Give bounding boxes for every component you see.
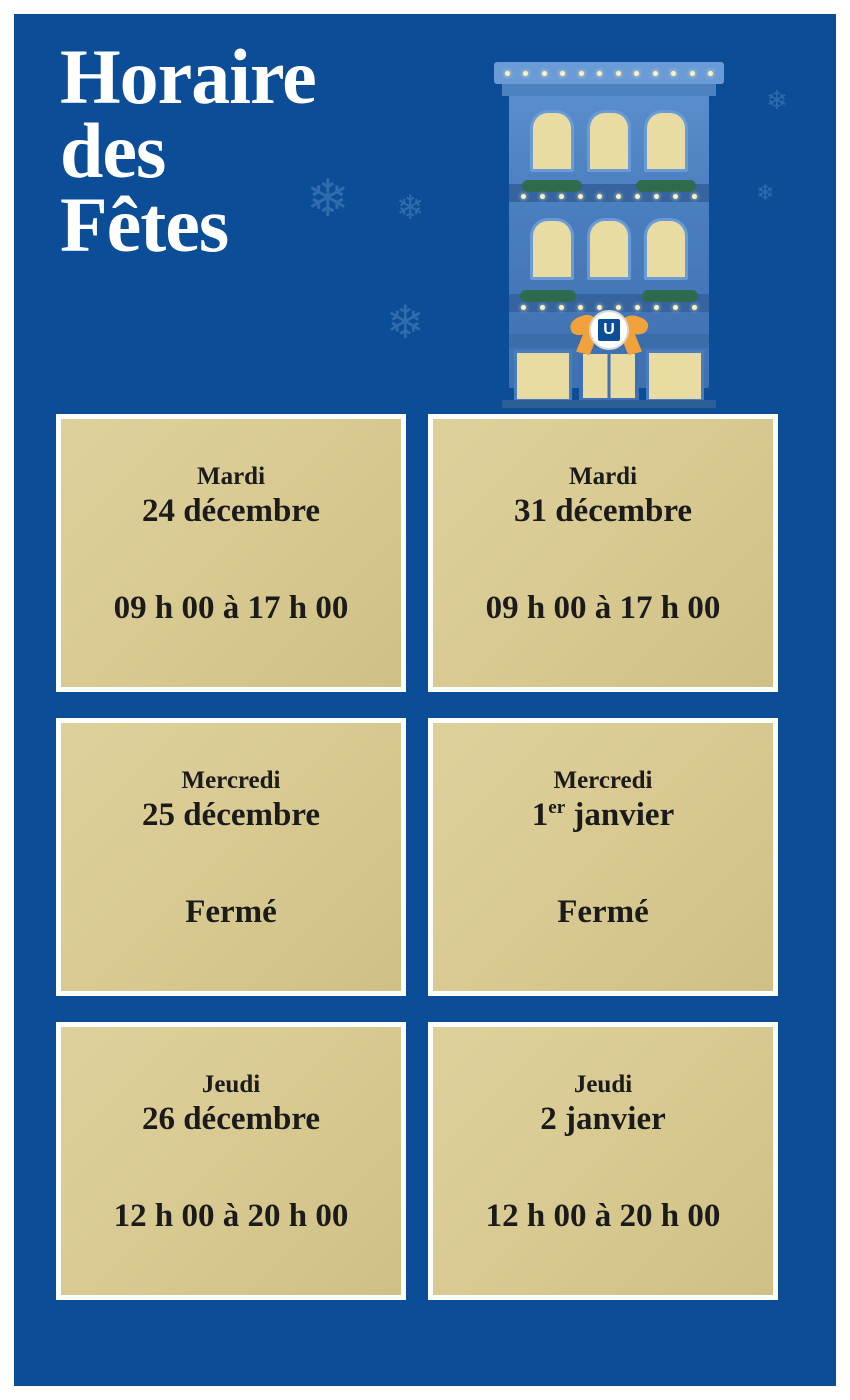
schedule-card [428, 414, 778, 692]
snowflake-icon: ❄ [756, 180, 775, 205]
garland [520, 290, 576, 302]
snowflake-icon: ❄ [386, 297, 425, 348]
schedule-hours: 12 h 00 à 20 h 00 [485, 1198, 721, 1235]
schedule-hours: 12 h 00 à 20 h 00 [113, 1198, 349, 1235]
schedule-date: 24 décembre [141, 492, 321, 529]
schedule-card [428, 718, 778, 996]
window [644, 110, 688, 172]
brand-logo [589, 310, 629, 350]
schedule-day-name: Jeudi [573, 1071, 633, 1098]
schedule-day-name: Mercredi [553, 767, 653, 794]
string-lights-middle [514, 193, 704, 199]
schedule-date-ordinal: er [548, 796, 566, 818]
schedule-card [56, 718, 406, 996]
schedule-hours: Fermé [557, 894, 649, 931]
schedule-date [532, 797, 674, 835]
window [587, 218, 631, 280]
storefront-illustration [484, 48, 734, 400]
shop-door [579, 350, 639, 402]
schedule-date: 25 décembre [141, 796, 321, 833]
schedule-date-month: janvier [565, 796, 675, 833]
page-title-line-2: des [60, 107, 166, 195]
ribbon-bow [570, 306, 648, 352]
shop-window-left [514, 350, 572, 402]
garland [636, 180, 696, 192]
schedule-hours: 09 h 00 à 17 h 00 [485, 590, 721, 627]
schedule-day-name: Mardi [568, 463, 638, 490]
page-title-line-3: Fêtes [60, 181, 229, 269]
garland [642, 290, 698, 302]
schedule-date-number: 1 [531, 796, 549, 833]
snowflake-icon: ❄ [396, 190, 425, 227]
schedule-card [428, 1022, 778, 1300]
window [530, 218, 574, 280]
window [530, 110, 574, 172]
snowflake-icon: ❄ [766, 86, 788, 115]
schedule-card [56, 414, 406, 692]
poster-canvas [14, 14, 836, 1386]
brand-logo-letter: U [598, 319, 620, 341]
garland [522, 180, 582, 192]
schedule-hours: Fermé [185, 894, 277, 931]
schedule-date: 2 janvier [540, 1100, 666, 1137]
schedule-date: 31 décembre [513, 492, 693, 529]
string-lights-top [498, 70, 720, 76]
schedule-date: 26 décembre [141, 1100, 321, 1137]
schedule-card [56, 1022, 406, 1300]
building-base [502, 400, 716, 408]
shop-window-right [646, 350, 704, 402]
schedule-day-name: Jeudi [201, 1071, 261, 1098]
window [644, 218, 688, 280]
schedule-hours: 09 h 00 à 17 h 00 [113, 590, 349, 627]
schedule-day-name: Mardi [196, 463, 266, 490]
window [587, 110, 631, 172]
schedule-day-name: Mercredi [181, 767, 281, 794]
schedule-grid [56, 414, 798, 1300]
building-cornice-lower [502, 84, 716, 96]
page-title-line-1: Horaire [60, 33, 316, 120]
snowflake-icon: ❄ [306, 171, 350, 228]
page-title [60, 33, 460, 269]
